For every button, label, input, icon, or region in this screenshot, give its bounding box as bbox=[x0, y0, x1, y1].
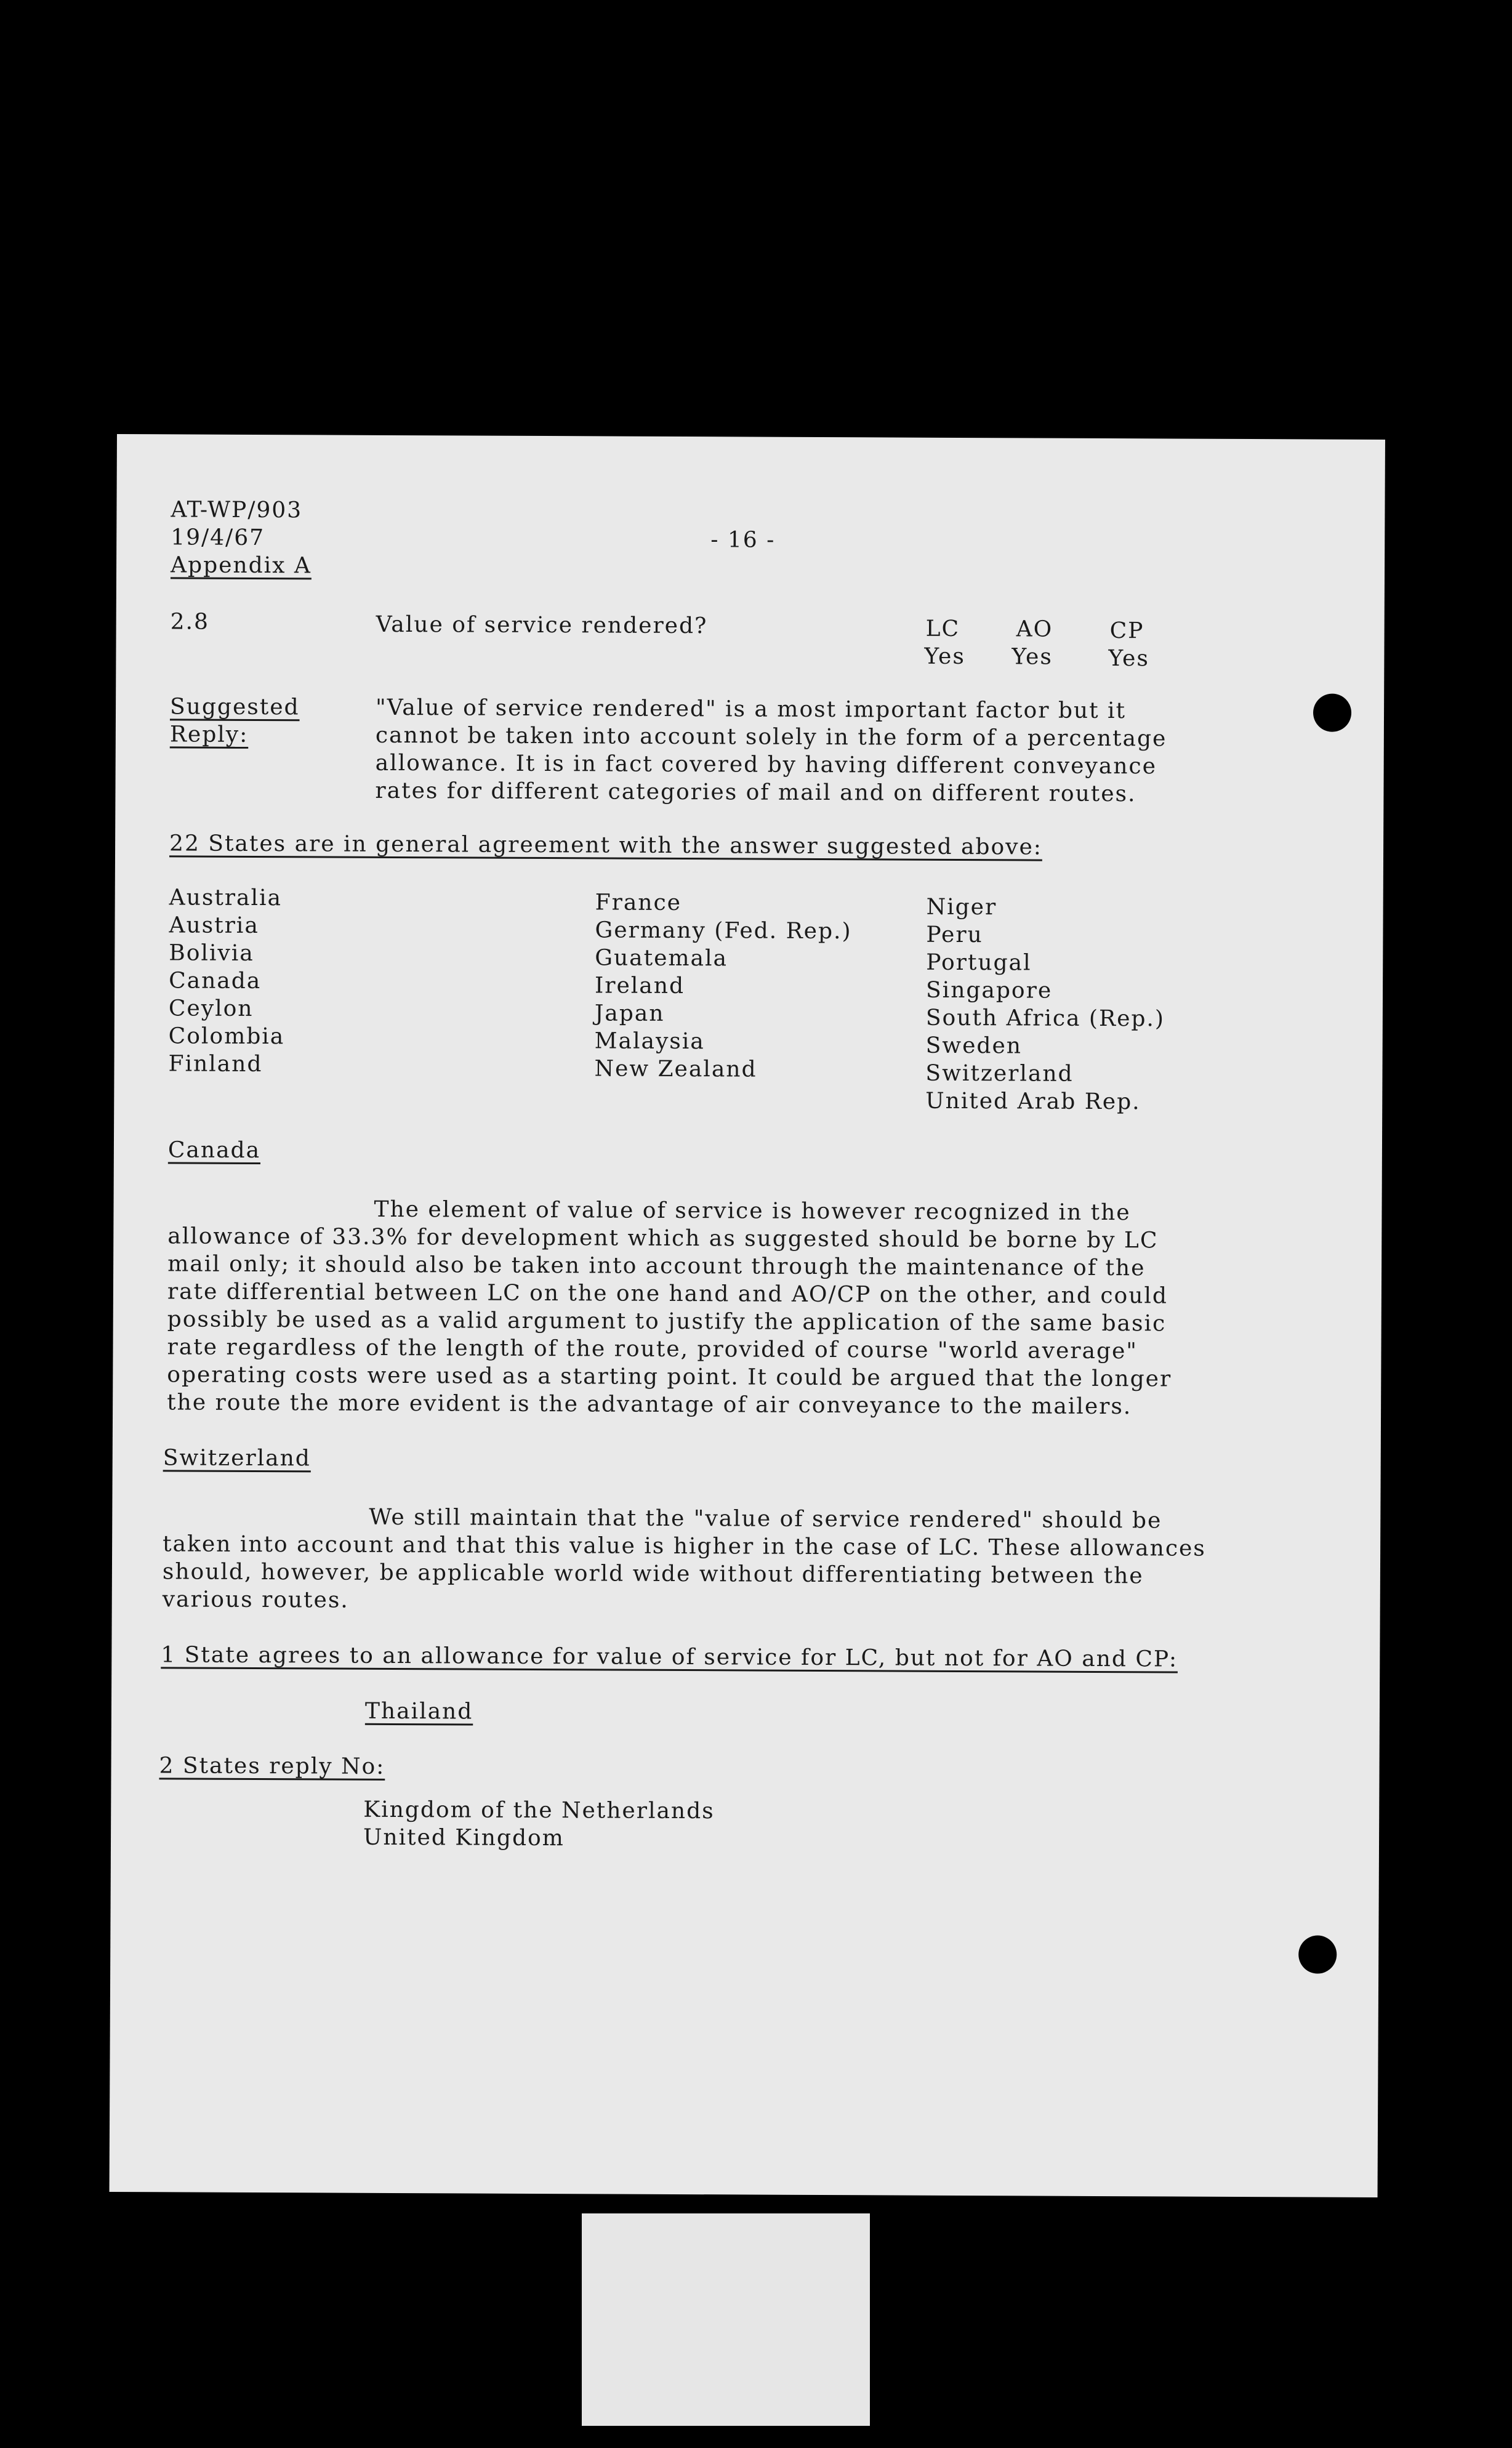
reply-line: rates for different categories of mail and on different routes. bbox=[375, 778, 1136, 807]
document-page bbox=[110, 434, 1385, 2197]
state-item: Peru bbox=[926, 922, 983, 948]
state-thailand: Thailand bbox=[364, 1698, 473, 1725]
state-item: Singapore bbox=[925, 977, 1053, 1004]
state-item: Colombia bbox=[168, 1023, 285, 1050]
comment-line: taken into account and that this value is higher in the case of LC. These allowances bbox=[163, 1531, 1206, 1561]
state-item: Australia bbox=[169, 885, 283, 911]
switzerland-comment bbox=[163, 1502, 1206, 1617]
state-item: Ceylon bbox=[168, 996, 254, 1021]
column-cp-label: CP bbox=[1109, 618, 1144, 644]
doc-ref: AT-WP/903 bbox=[171, 497, 303, 523]
state-item: Ireland bbox=[595, 973, 685, 999]
column-cp-answer: Yes bbox=[1108, 646, 1149, 672]
question-text: Value of service rendered? bbox=[376, 611, 708, 639]
two-states-heading: 2 States reply No: bbox=[159, 1753, 385, 1779]
appendix-label: Appendix A bbox=[170, 552, 312, 579]
state-item: Germany (Fed. Rep.) bbox=[595, 917, 852, 944]
reply-label: Reply: bbox=[169, 722, 249, 747]
state-item: Kingdom of the Netherlands bbox=[363, 1797, 715, 1824]
state-item: Bolivia bbox=[169, 940, 254, 966]
state-item: United Arab Rep. bbox=[925, 1088, 1141, 1115]
state-item: South Africa (Rep.) bbox=[925, 1005, 1165, 1032]
state-item: France bbox=[595, 890, 682, 916]
canada-heading: Canada bbox=[167, 1137, 261, 1164]
question-number: 2.8 bbox=[170, 609, 210, 635]
state-item: Switzerland bbox=[925, 1060, 1074, 1087]
page-number: - 16 - bbox=[710, 527, 776, 553]
comment-line: allowance of 33.3% for development which as suggested should be borne by LC bbox=[167, 1223, 1159, 1254]
comment-line: should, however, be applicable world wide without differentiating between the bbox=[162, 1559, 1144, 1589]
suggested-label: Suggested bbox=[169, 694, 300, 720]
comment-line: the route the more evident is the advantage of air conveyance to the mailers. bbox=[167, 1390, 1132, 1420]
state-item: Malaysia bbox=[594, 1028, 705, 1055]
agreement-column-2 bbox=[594, 888, 851, 1084]
reply-line: allowance. It is in fact covered by having different conveyance bbox=[375, 750, 1157, 779]
state-item: New Zealand bbox=[594, 1056, 757, 1082]
state-item: Japan bbox=[594, 1001, 665, 1026]
agreement-column-3 bbox=[925, 893, 1165, 1116]
state-item: Austria bbox=[169, 912, 259, 939]
comment-line: mail only; it should also be taken into account through the maintenance of the bbox=[167, 1251, 1146, 1281]
column-ao-answer: Yes bbox=[1011, 644, 1053, 670]
state-item: Niger bbox=[926, 894, 997, 920]
punch-hole-top bbox=[1313, 693, 1351, 731]
comment-line: The element of value of service is however recognized in the bbox=[374, 1196, 1131, 1226]
reply-line: cannot be taken into account solely in the form of a percentage bbox=[375, 722, 1167, 752]
comment-line: We still maintain that the "value of service rendered" should be bbox=[369, 1504, 1162, 1534]
comment-line: operating costs were used as a starting point. It could be argued that the longer bbox=[167, 1362, 1172, 1392]
punch-hole-bottom bbox=[1298, 1935, 1337, 1973]
doc-date: 19/4/67 bbox=[171, 525, 265, 551]
state-item: United Kingdom bbox=[363, 1824, 565, 1851]
comment-line: possibly be used as a valid argument to justify the application of the same basic bbox=[167, 1307, 1167, 1337]
paper-slip bbox=[582, 2213, 870, 2426]
state-item: Canada bbox=[169, 968, 262, 994]
column-ao-label: AO bbox=[1016, 616, 1053, 642]
column-lc-label: LC bbox=[925, 616, 960, 642]
canada-comment bbox=[167, 1194, 1172, 1420]
two-states-list bbox=[363, 1796, 715, 1853]
comment-line: rate differential between LC on the one hand and AO/CP on the other, and could bbox=[167, 1279, 1168, 1309]
switzerland-heading: Switzerland bbox=[163, 1445, 311, 1472]
state-item: Portugal bbox=[926, 949, 1032, 976]
suggested-reply-text bbox=[375, 694, 1167, 808]
state-item: Sweden bbox=[925, 1033, 1023, 1059]
agreement-heading: 22 States are in general agreement with the answer suggested above: bbox=[169, 831, 1043, 860]
agreement-column-1 bbox=[168, 884, 285, 1078]
reply-line: "Value of service rendered" is a most important factor but it bbox=[375, 695, 1127, 724]
comment-line: various routes. bbox=[162, 1587, 349, 1613]
state-item: Finland bbox=[168, 1051, 263, 1077]
column-lc-answer: Yes bbox=[924, 643, 965, 670]
one-state-heading: 1 State agrees to an allowance for value of service for LC, but not for AO and CP: bbox=[161, 1642, 1178, 1672]
state-item: Guatemala bbox=[595, 945, 728, 972]
comment-line: rate regardless of the length of the route, provided of course "world average" bbox=[167, 1334, 1138, 1364]
